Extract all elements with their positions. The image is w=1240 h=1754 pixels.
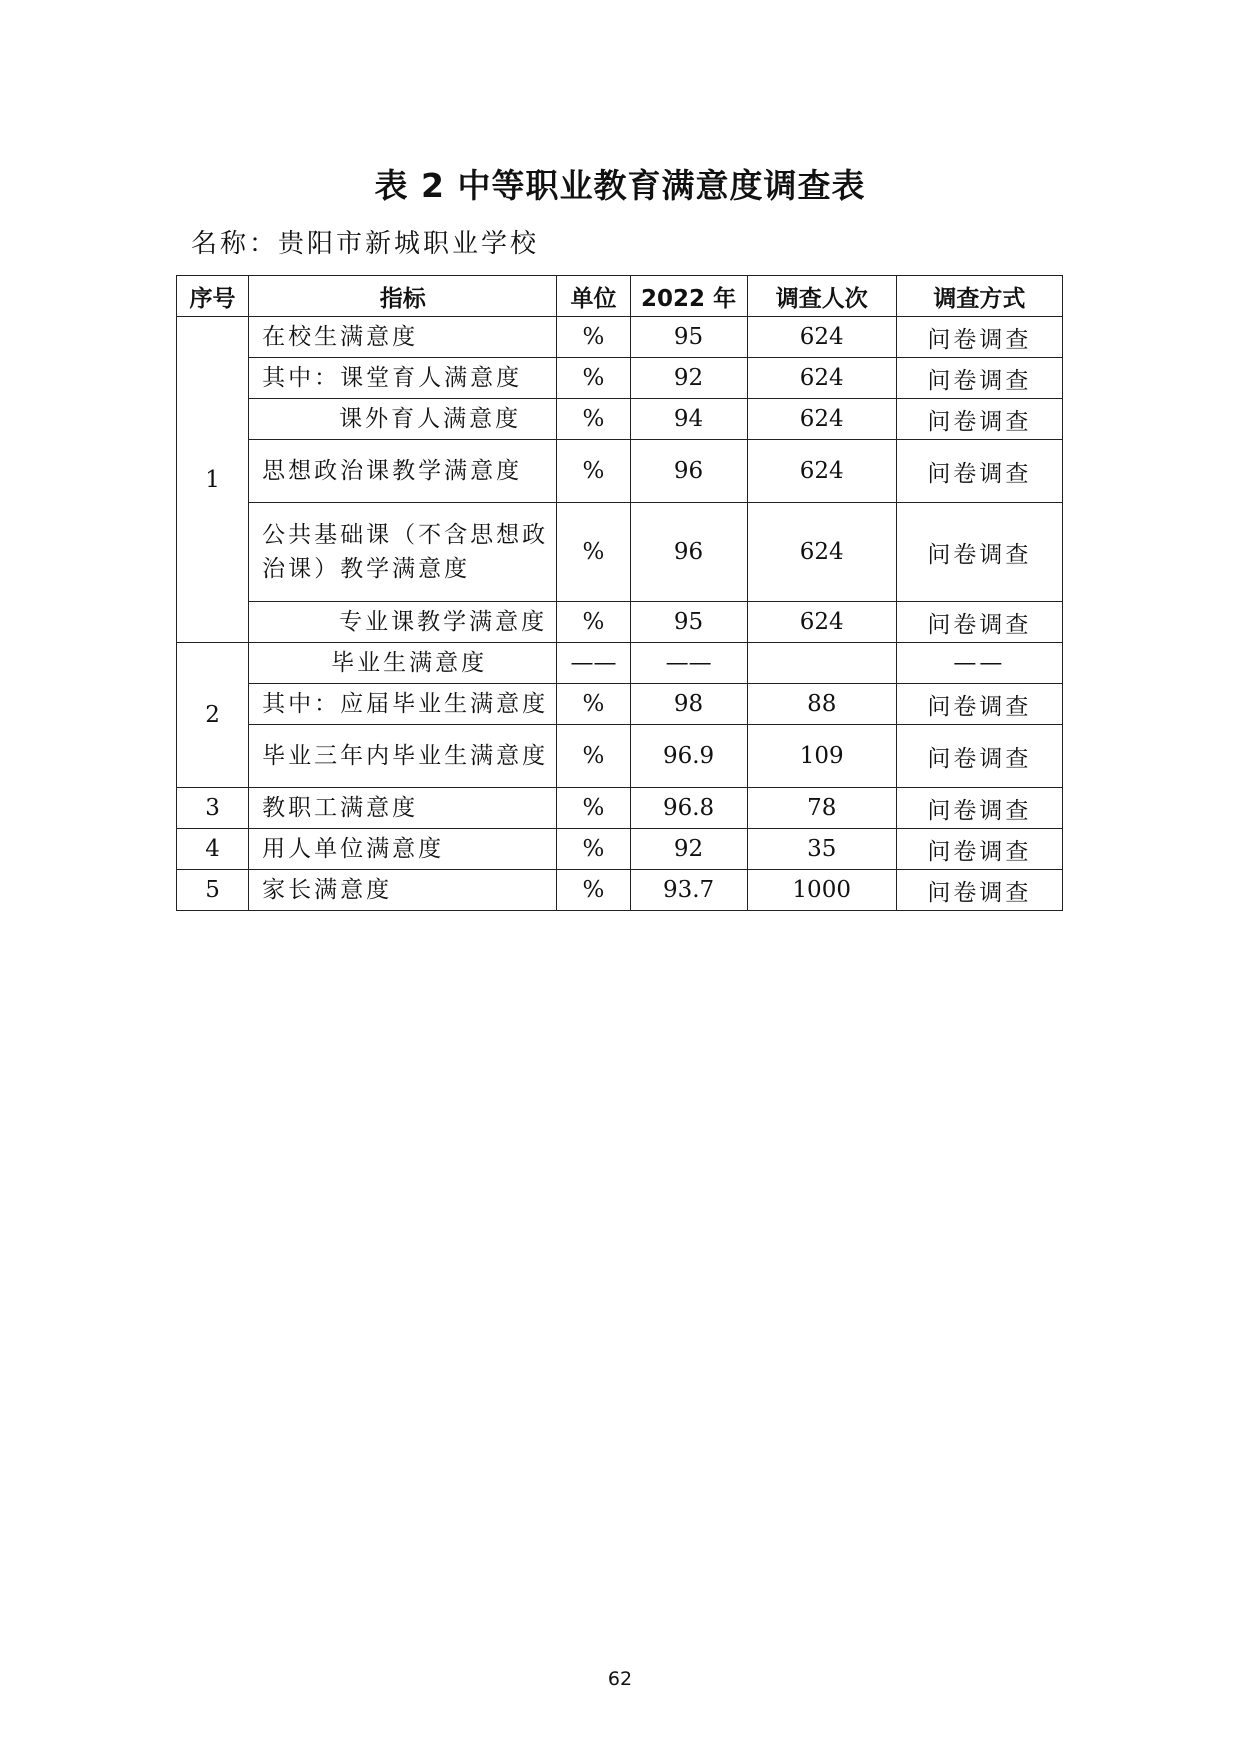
indicator-cell: 在校生满意度 [249,317,557,358]
count-cell: 624 [747,602,896,643]
indicator-cell: 教职工满意度 [249,788,557,829]
value-cell: 95 [630,602,747,643]
table-row [177,503,1063,602]
indicator-cell: 毕业生满意度 [249,643,557,684]
group-number: 5 [177,870,249,911]
unit-cell: % [557,503,630,602]
count-cell: 78 [747,788,896,829]
method-cell: 问卷调查 [896,788,1062,829]
unit-cell: % [557,684,630,725]
count-cell: 624 [747,358,896,399]
table-row [177,440,1063,503]
table-row [177,725,1063,788]
table-row [177,788,1063,829]
unit-cell: % [557,317,630,358]
table-row [177,317,1063,358]
header-cell: 2022 年 [630,276,747,317]
value-cell: 96 [630,440,747,503]
method-cell: 问卷调查 [896,317,1062,358]
table-row [177,602,1063,643]
method-cell: 问卷调查 [896,358,1062,399]
indicator-cell: 专业课教学满意度 [249,602,557,643]
method-cell: 问卷调查 [896,602,1062,643]
indicator-cell: 课外育人满意度 [249,399,557,440]
header-cell: 指标 [249,276,557,317]
table-row [177,829,1063,870]
method-cell: 问卷调查 [896,870,1062,911]
count-cell: 624 [747,503,896,602]
method-cell: 问卷调查 [896,503,1062,602]
count-cell: 1000 [747,870,896,911]
unit-cell: —— [557,643,630,684]
page-number: 62 [607,1668,633,1690]
value-cell: 98 [630,684,747,725]
table-row [177,399,1063,440]
unit-cell: % [557,358,630,399]
header-cell: 调查方式 [896,276,1062,317]
count-cell: 35 [747,829,896,870]
table-row [177,684,1063,725]
header-cell: 单位 [557,276,630,317]
value-cell: 96.8 [630,788,747,829]
indicator-cell: 用人单位满意度 [249,829,557,870]
count-cell: 624 [747,440,896,503]
value-cell: 92 [630,358,747,399]
group-number: 2 [177,643,249,788]
indicator-cell: 思想政治课教学满意度 [249,440,557,503]
group-number: 1 [177,317,249,643]
value-cell: 93.7 [630,870,747,911]
header-cell: 序号 [177,276,249,317]
method-cell: —— [896,643,1062,684]
value-cell: 94 [630,399,747,440]
value-cell: 92 [630,829,747,870]
count-cell [747,643,896,684]
header-cell: 调查人次 [747,276,896,317]
unit-cell: % [557,602,630,643]
unit-cell: % [557,829,630,870]
indicator-cell: 公共基础课（不含思想政治课）教学满意度 [249,503,557,602]
indicator-cell: 其中：应届毕业生满意度 [249,684,557,725]
value-cell: 95 [630,317,747,358]
indicator-cell: 毕业三年内毕业生满意度 [249,725,557,788]
page-title: 表 2 中等职业教育满意度调查表 [374,166,866,205]
value-cell: 96 [630,503,747,602]
group-number: 4 [177,829,249,870]
table-row [177,643,1063,684]
value-cell: —— [630,643,747,684]
table-row [177,358,1063,399]
count-cell: 624 [747,317,896,358]
count-cell: 109 [747,725,896,788]
school-name: 名称：贵阳市新城职业学校 [191,229,540,259]
method-cell: 问卷调查 [896,440,1062,503]
indicator-cell: 其中：课堂育人满意度 [249,358,557,399]
unit-cell: % [557,725,630,788]
table-row [177,870,1063,911]
unit-cell: % [557,440,630,503]
table-header-row [177,276,1063,317]
unit-cell: % [557,788,630,829]
indicator-cell: 家长满意度 [249,870,557,911]
method-cell: 问卷调查 [896,399,1062,440]
count-cell: 624 [747,399,896,440]
count-cell: 88 [747,684,896,725]
group-number: 3 [177,788,249,829]
method-cell: 问卷调查 [896,829,1062,870]
unit-cell: % [557,399,630,440]
method-cell: 问卷调查 [896,684,1062,725]
satisfaction-table [176,275,1063,911]
unit-cell: % [557,870,630,911]
value-cell: 96.9 [630,725,747,788]
method-cell: 问卷调查 [896,725,1062,788]
